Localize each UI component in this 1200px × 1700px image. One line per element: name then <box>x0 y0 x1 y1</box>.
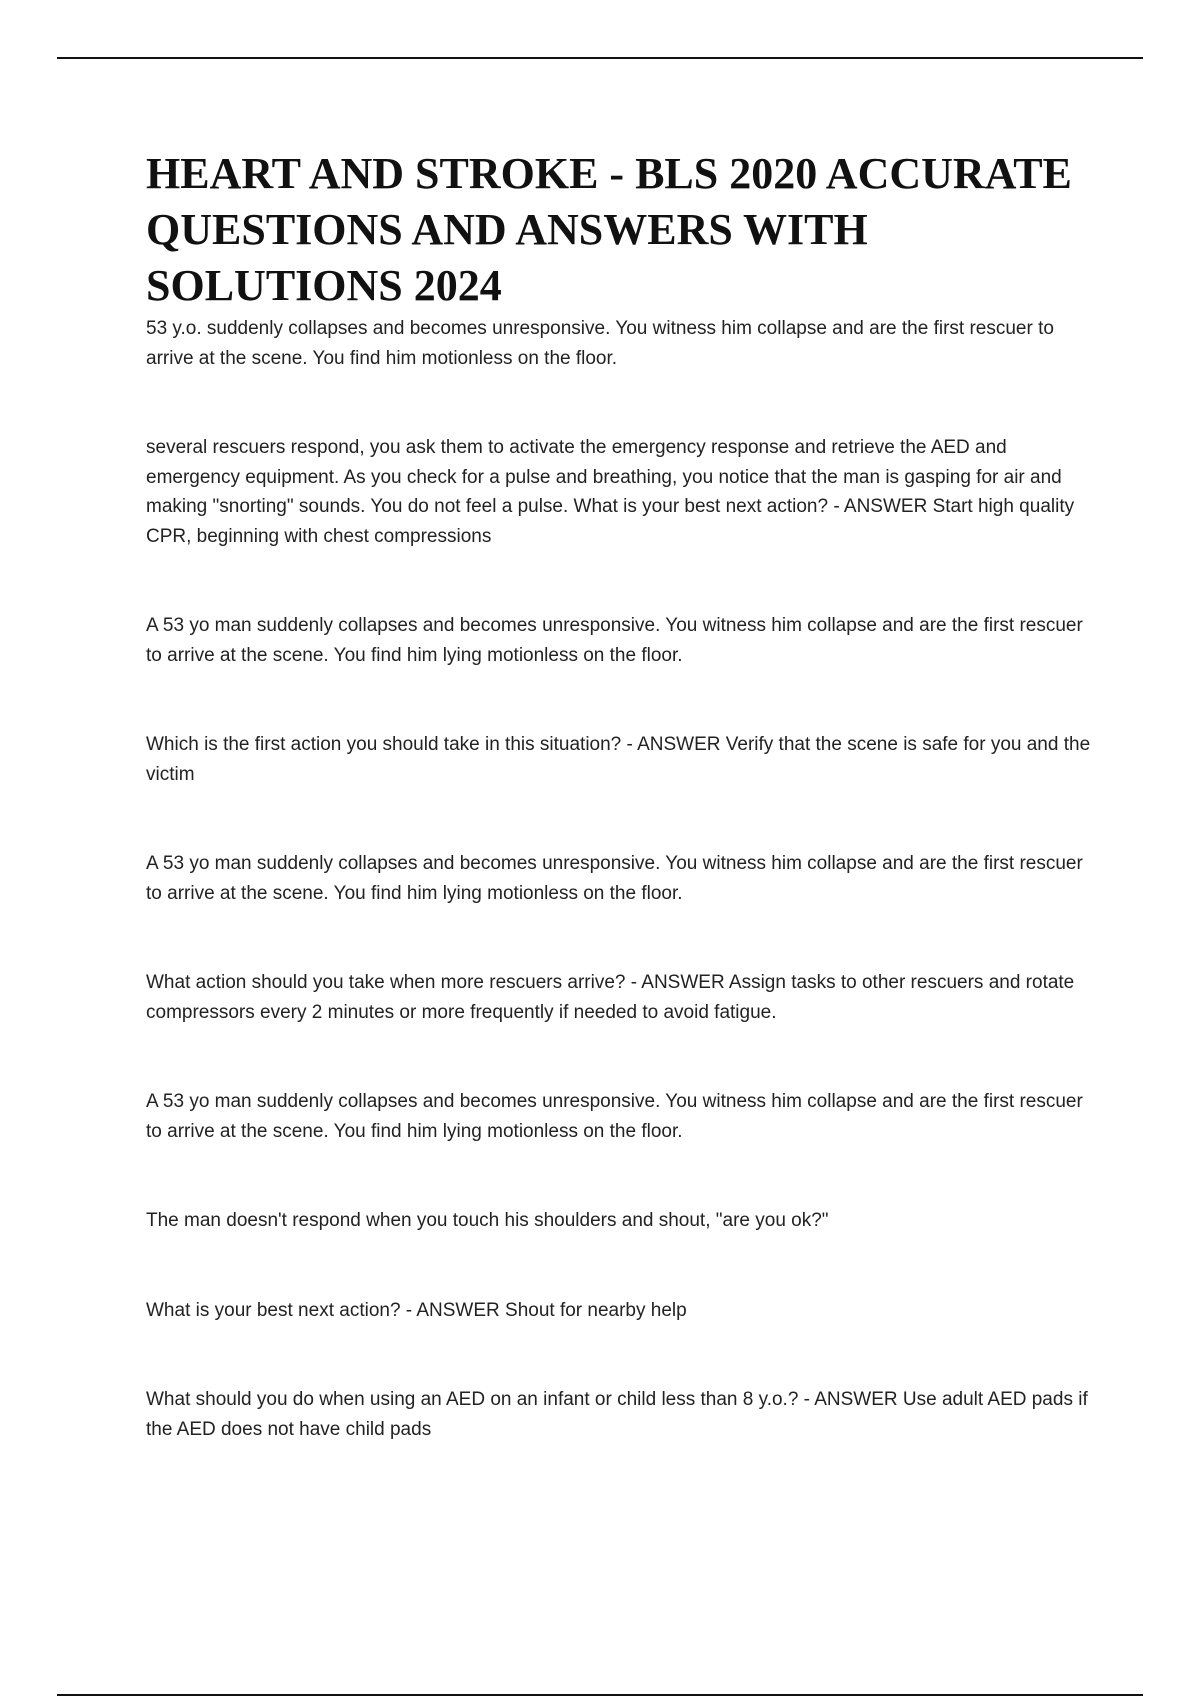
paragraph-2: several rescuers respond, you ask them to activate the emergency response and retrieve the AED and emergency equipment. As you check for a pulse and breathing, you notice that the man is gasping for air and making "snorting" sounds. You do not feel a pulse. What is your best next action? - ANSWER Start high quality CPR, beginning with chest compressions <box>146 437 1075 547</box>
paragraph-6: What action should you take when more rescuers arrive? - ANSWER Assign tasks to other rescuers and rotate compressors every 2 minutes or more frequently if needed to avoid fatigue. <box>146 972 1075 1023</box>
top-divider <box>57 57 1143 59</box>
document-title: HEART AND STROKE - BLS 2020 ACCURATE QUESTIONS AND ANSWERS WITH SOLUTIONS 2024 <box>146 149 1072 310</box>
paragraph-1: 53 y.o. suddenly collapses and becomes unresponsive. You witness him collapse and are the first rescuer to arrive at the scene. You find him motionless on the floor. <box>146 318 1054 369</box>
document-body <box>146 146 1096 1444</box>
paragraph-5: A 53 yo man suddenly collapses and becomes unresponsive. You witness him collapse and are the first rescuer to arrive at the scene. You find him lying motionless on the floor. <box>146 853 1083 904</box>
paragraph-4: Which is the first action you should take in this situation? - ANSWER Verify that the scene is safe for you and the victim <box>146 734 1091 785</box>
paragraph-3: A 53 yo man suddenly collapses and becomes unresponsive. You witness him collapse and are the first rescuer to arrive at the scene. You find him lying motionless on the floor. <box>146 615 1083 666</box>
paragraph-7: A 53 yo man suddenly collapses and becomes unresponsive. You witness him collapse and are the first rescuer to arrive at the scene. You find him lying motionless on the floor. <box>146 1091 1083 1142</box>
paragraph-9: What is your best next action? - ANSWER Shout for nearby help <box>146 1299 687 1321</box>
paragraph-10: What should you do when using an AED on an infant or child less than 8 y.o.? - ANSWER Use adult AED pads if the AED does not have child pads <box>146 1389 1088 1440</box>
bottom-divider <box>57 1694 1143 1696</box>
paragraph-8: The man doesn't respond when you touch his shoulders and shout, "are you ok?" <box>146 1210 829 1231</box>
